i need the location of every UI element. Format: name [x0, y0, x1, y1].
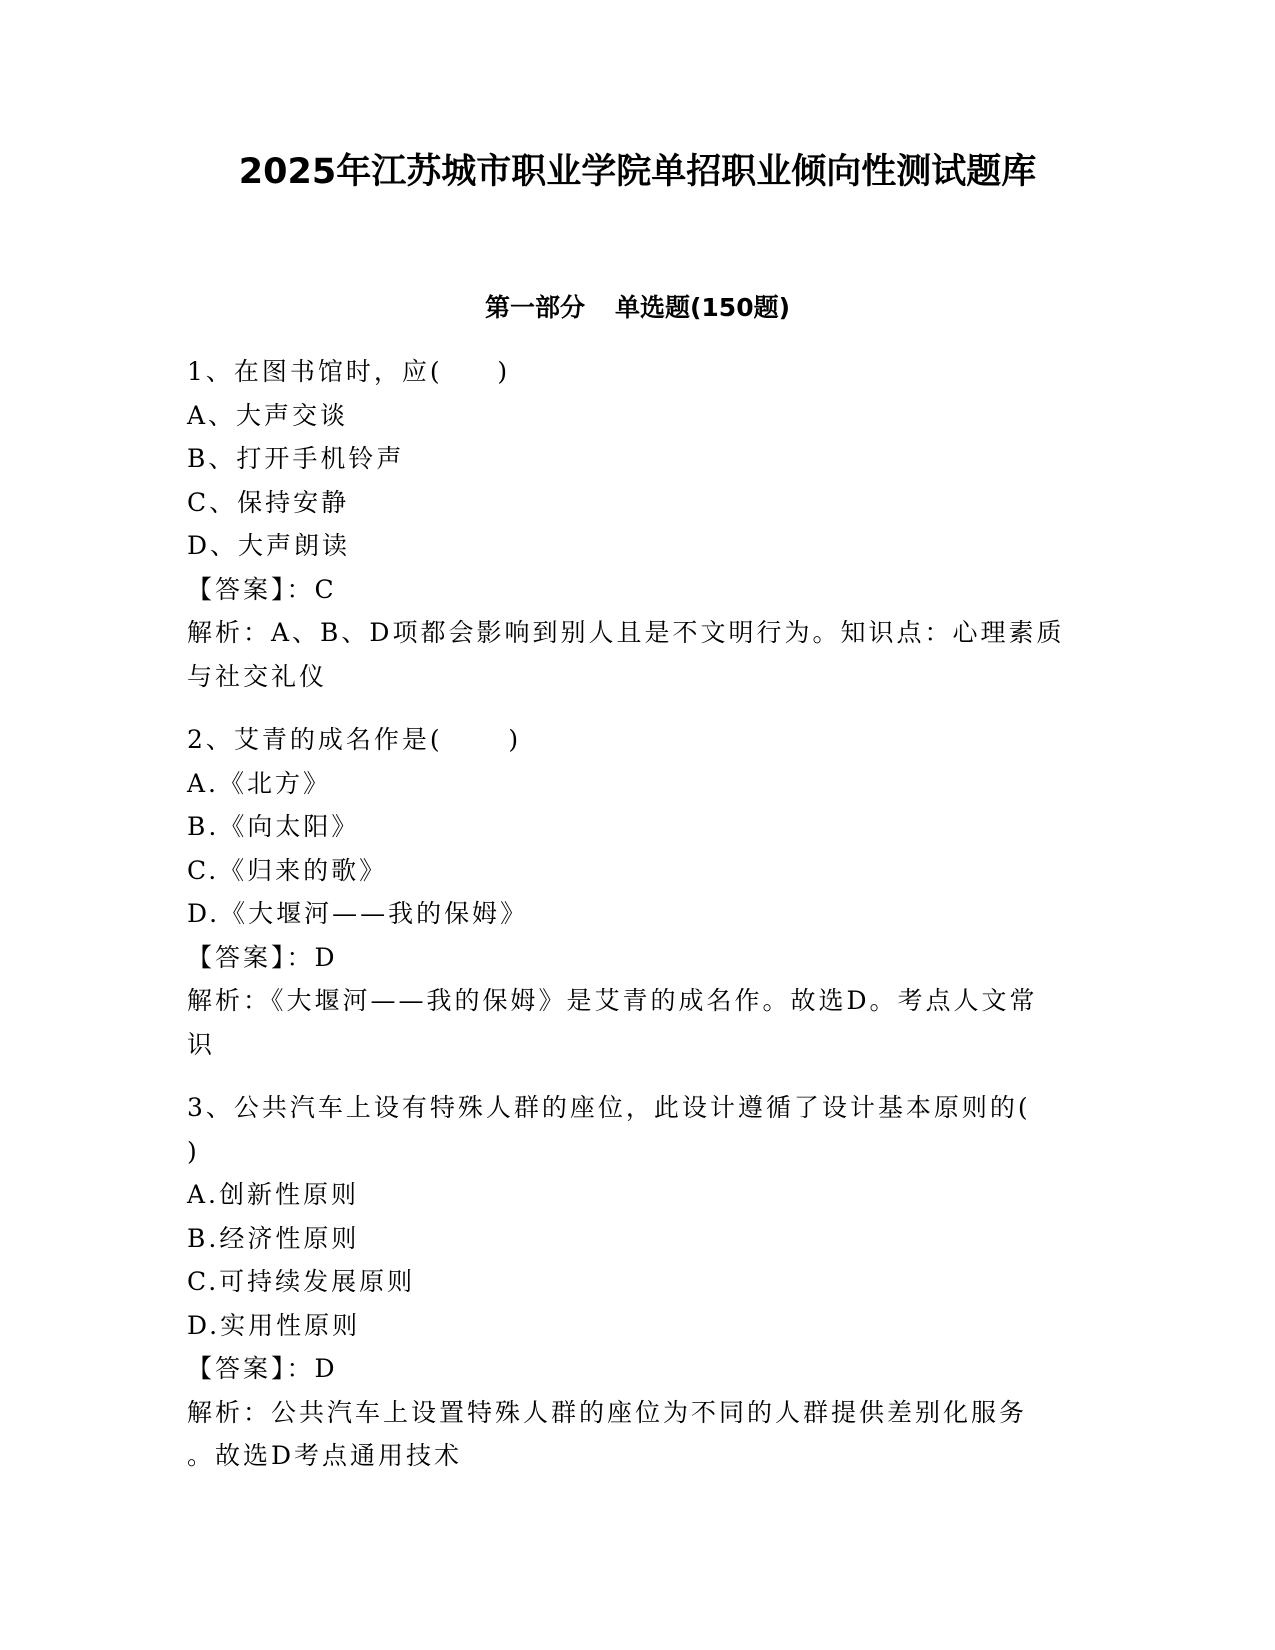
option-a: A.创新性原则 [187, 1180, 360, 1209]
section-name: 单选题(150题) [614, 293, 791, 322]
question-stem-continued: ) [187, 1136, 200, 1166]
answer-line [187, 1347, 1087, 1391]
question-2 [187, 718, 1087, 1066]
option-a: A、大声交谈 [187, 400, 349, 430]
analysis-line-2: 识 [187, 1029, 216, 1059]
option-a: A.《北方》 [187, 768, 332, 798]
question-stem: 1、在图书馆时，应( ) [187, 357, 511, 386]
option-d: D.实用性原则 [187, 1310, 361, 1340]
question-3 [187, 1086, 1087, 1478]
section-part: 第一部分 [484, 293, 585, 322]
answer-value: ：D [286, 942, 338, 972]
answer-label: 【答案】 [187, 1354, 287, 1383]
analysis-line-1: 解析：A、B、D项都会影响到别人且是不文明行为。知识点：心理素质 [187, 618, 1065, 647]
answer-value: ：D [286, 1354, 338, 1383]
option-c: C.《归来的歌》 [187, 855, 388, 885]
option-c: C.可持续发展原则 [187, 1267, 416, 1296]
option-c: C、保持安静 [187, 487, 350, 517]
answer-line [187, 568, 1087, 612]
option-b: B.经济性原则 [187, 1223, 360, 1253]
document-title: 2025年江苏城市职业学院单招职业倾向性测试题库 [238, 152, 1037, 192]
section-heading [0, 290, 1275, 326]
analysis-line-1: 解析：公共汽车上设置特殊人群的座位为不同的人群提供差别化服务 [187, 1397, 1028, 1427]
question-stem: 3、公共汽车上设有特殊人群的座位，此设计遵循了设计基本原则的( [187, 1093, 1031, 1122]
question-stem: 2、艾青的成名作是( ) [187, 725, 522, 754]
option-b: B.《向太阳》 [187, 812, 360, 841]
question-list [187, 350, 1087, 1498]
answer-label: 【答案】 [187, 942, 287, 972]
option-d: D、大声朗读 [187, 531, 351, 560]
answer-label: 【答案】 [187, 574, 287, 604]
answer-value: ：C [286, 574, 337, 604]
option-d: D.《大堰河——我的保姆》 [187, 899, 529, 928]
answer-line [187, 936, 1087, 980]
analysis-line-2: 。故选D考点通用技术 [187, 1441, 463, 1470]
option-b: B、打开手机铃声 [187, 444, 405, 473]
analysis-line-1: 解析：《大堰河——我的保姆》是艾青的成名作。故选D。考点人文常 [187, 986, 1038, 1015]
question-1 [187, 350, 1087, 698]
analysis-line-2: 与社交礼仪 [187, 661, 328, 691]
